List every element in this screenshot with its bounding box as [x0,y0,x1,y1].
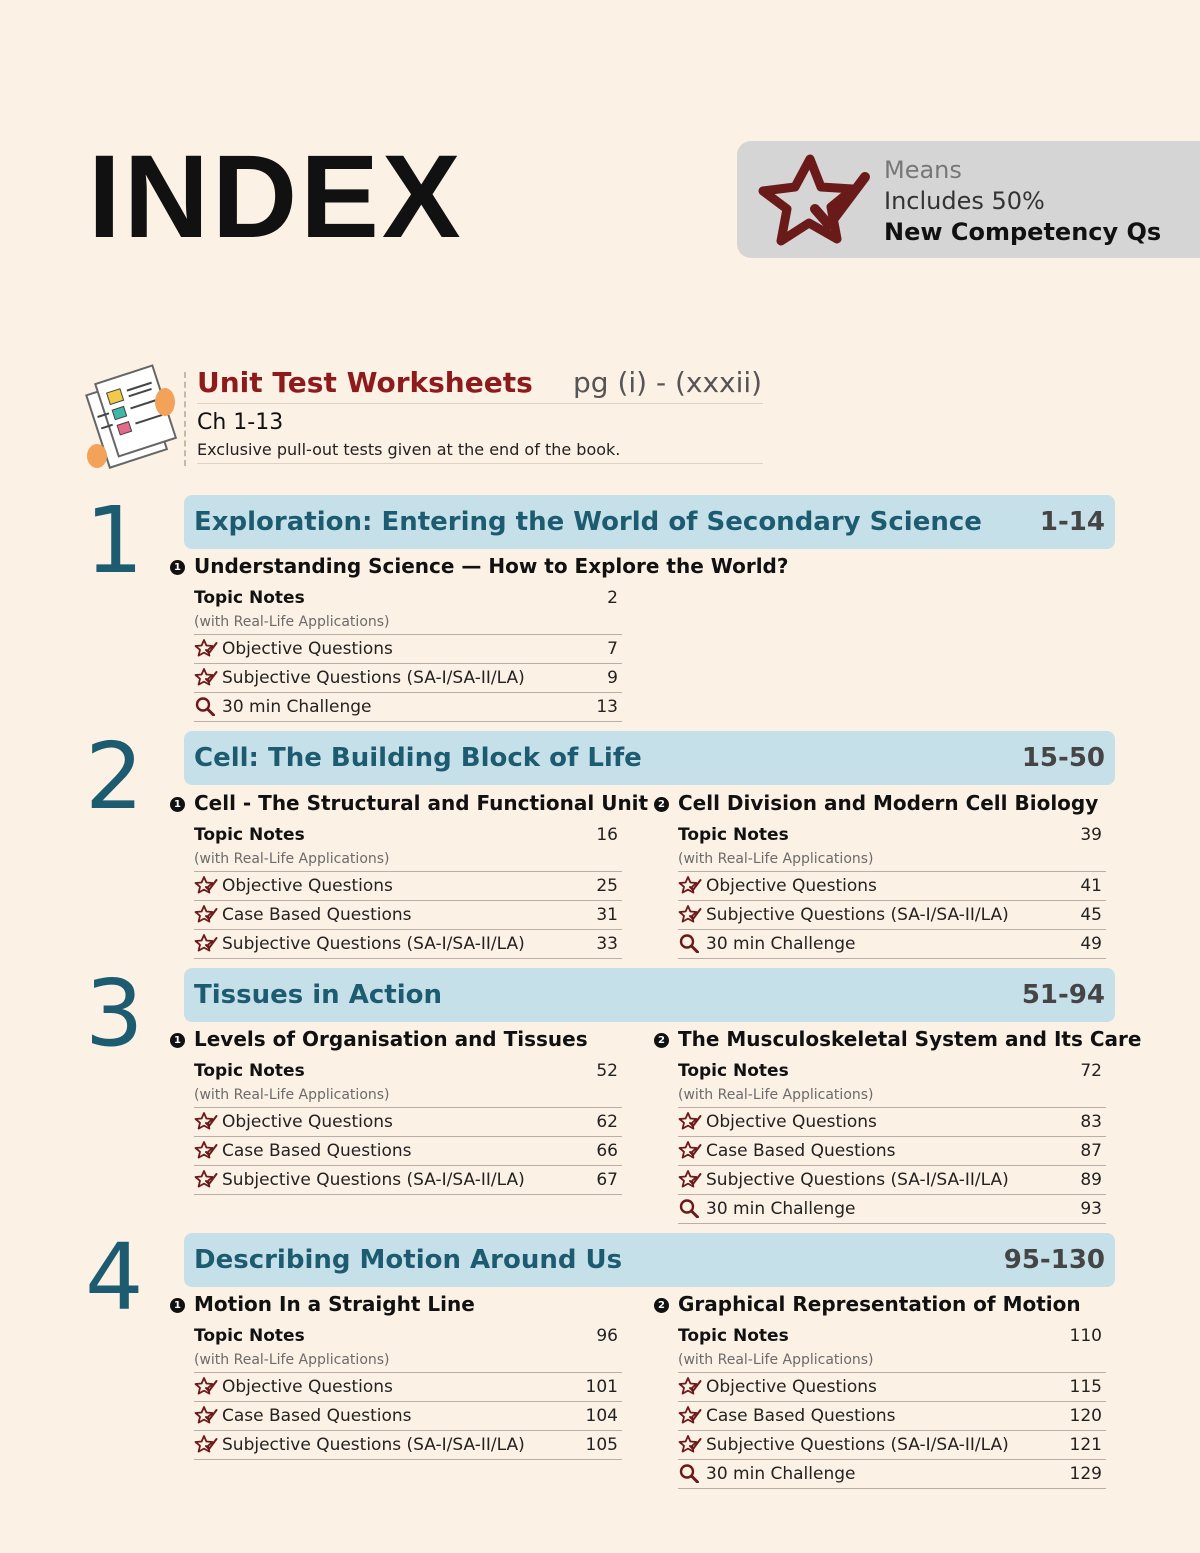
star-check-icon [194,1376,218,1400]
index-row[interactable] [678,1373,1106,1402]
page-number: 129 [1069,1464,1102,1484]
topic-notes-row[interactable] [678,1322,1106,1350]
topic-notes-subtitle-row [678,1350,1106,1373]
page-number: 31 [596,905,618,925]
star-check-icon [678,1111,702,1135]
index-row-label: Subjective Questions (SA-I/SA-II/LA) [222,1435,525,1455]
divider [197,463,763,464]
index-row[interactable] [194,1108,622,1137]
topic-notes-subtitle-row [194,1350,622,1373]
topic-title: Cell Division and Modern Cell Biology [678,791,1099,815]
legend-box [737,141,1200,258]
topic-block [174,554,789,722]
index-row[interactable] [194,693,622,722]
index-row-label: Case Based Questions [222,1141,412,1161]
topic-notes-row[interactable] [194,821,622,849]
star-check-icon [678,1405,702,1429]
star-check-icon [194,1434,218,1458]
index-row[interactable] [678,1402,1106,1431]
topic-notes-subtitle: (with Real-Life Applications) [194,851,390,867]
index-row-label: 30 min Challenge [706,1199,856,1219]
magnifier-icon [678,933,702,957]
legend-line-3: New Competency Qs [884,218,1162,246]
index-row[interactable] [678,1195,1106,1224]
index-row-label: 30 min Challenge [222,697,372,717]
star-check-icon [194,667,218,691]
topic-number-badge: 1 [170,797,185,812]
page-number: 93 [1080,1199,1102,1219]
index-row-label: Objective Questions [222,876,393,896]
index-row[interactable] [194,1402,622,1431]
legend-line-2: Includes 50% [884,187,1045,215]
index-row-label: Objective Questions [706,876,877,896]
star-check-icon [194,933,218,957]
page-number: 39 [1080,825,1102,845]
page-number: 41 [1080,876,1102,896]
chapter-number: 3 [85,960,144,1067]
topic-title: Graphical Representation of Motion [678,1292,1081,1316]
topic-notes-subtitle: (with Real-Life Applications) [678,1087,874,1103]
index-row[interactable] [678,1108,1106,1137]
topic-notes-label: Topic Notes [194,1326,305,1346]
worksheets-description: Exclusive pull-out tests given at the end of the book. [197,440,621,459]
chapter-pages: 15-50 [1021,743,1105,773]
chapter-number: 2 [85,723,144,830]
magnifier-icon [678,1198,702,1222]
topic-notes-row[interactable] [194,1057,622,1085]
topic-block [658,1027,1142,1224]
index-row[interactable] [194,664,622,693]
topic-number-badge: 1 [170,1298,185,1313]
index-row[interactable] [194,930,622,959]
index-row-label: Subjective Questions (SA-I/SA-II/LA) [706,1435,1009,1455]
topic-notes-subtitle: (with Real-Life Applications) [678,851,874,867]
page-number: 121 [1069,1435,1102,1455]
index-row-label: Case Based Questions [222,1406,412,1426]
index-row[interactable] [678,1460,1106,1489]
index-row[interactable] [678,901,1106,930]
star-check-icon [194,1169,218,1193]
index-row-label: Case Based Questions [706,1406,896,1426]
index-row[interactable] [678,1431,1106,1460]
worksheet-divider [184,372,186,466]
index-row[interactable] [678,872,1106,901]
topic-notes-row[interactable] [194,1322,622,1350]
index-row-label: Subjective Questions (SA-I/SA-II/LA) [222,668,525,688]
star-check-icon [194,1405,218,1429]
index-row-label: Objective Questions [706,1112,877,1132]
star-check-icon [194,904,218,928]
chapter-header[interactable] [184,968,1115,1022]
page-number: 115 [1069,1377,1102,1397]
topic-notes-subtitle: (with Real-Life Applications) [194,614,390,630]
worksheet-illustration-icon [85,362,181,470]
topic-block [174,791,649,959]
chapter-pages: 95-130 [1003,1245,1105,1275]
chapter-header[interactable] [184,1233,1115,1287]
topic-header[interactable] [174,1027,622,1057]
topic-notes-label: Topic Notes [678,825,789,845]
magnifier-icon [678,1463,702,1487]
index-row[interactable] [678,1166,1106,1195]
page-number: 25 [596,876,618,896]
topic-notes-label: Topic Notes [194,1061,305,1081]
chapter-number: 4 [85,1224,144,1331]
page-number: 9 [607,668,618,688]
topic-header[interactable] [658,1292,1106,1322]
topic-title: Understanding Science — How to Explore the World? [194,554,789,578]
topic-notes-row[interactable] [194,584,622,612]
topic-notes-label: Topic Notes [678,1061,789,1081]
worksheets-pages: pg (i) - (xxxii) [573,366,763,399]
topic-number-badge: 2 [654,1033,669,1048]
legend-line-1: Means [884,156,962,184]
star-check-icon [755,151,875,251]
topic-notes-row[interactable] [678,1057,1106,1085]
topic-notes-row[interactable] [678,821,1106,849]
chapter-pages: 51-94 [1021,980,1105,1010]
topic-block [174,1292,622,1460]
chapter-title: Cell: The Building Block of Life [194,743,642,773]
topic-number-badge: 2 [654,797,669,812]
index-row-label: Subjective Questions (SA-I/SA-II/LA) [706,905,1009,925]
star-check-icon [678,1376,702,1400]
topic-notes-subtitle: (with Real-Life Applications) [194,1087,390,1103]
topic-notes-subtitle-row [194,612,622,635]
topic-notes-label: Topic Notes [194,588,305,608]
topic-block [174,1027,622,1195]
topic-number-badge: 1 [170,1033,185,1048]
magnifier-icon [194,696,218,720]
page-number: 66 [596,1141,618,1161]
index-row[interactable] [194,1431,622,1460]
page-number: 33 [596,934,618,954]
index-row-label: Objective Questions [222,639,393,659]
page-number: 16 [596,825,618,845]
topic-block [658,791,1106,959]
page-number: 104 [585,1406,618,1426]
page-number: 67 [596,1170,618,1190]
topic-title: The Musculoskeletal System and Its Care [678,1027,1142,1051]
star-check-icon [678,1169,702,1193]
page-number: 13 [596,697,618,717]
topic-header[interactable] [174,554,789,584]
index-row-label: Subjective Questions (SA-I/SA-II/LA) [222,934,525,954]
page-number: 101 [585,1377,618,1397]
topic-notes-subtitle-row [678,849,1106,872]
topic-notes-label: Topic Notes [678,1326,789,1346]
page-title: INDEX [88,131,464,263]
index-row[interactable] [194,1373,622,1402]
index-row[interactable] [678,930,1106,959]
topic-number-badge: 1 [170,560,185,575]
topic-title: Levels of Organisation and Tissues [194,1027,588,1051]
index-row-label: Objective Questions [706,1377,877,1397]
topic-header[interactable] [658,1027,1142,1057]
chapter-header[interactable] [184,731,1115,785]
topic-header[interactable] [174,791,649,821]
index-row[interactable] [194,1137,622,1166]
chapter-title: Exploration: Entering the World of Secondary Science [194,507,982,537]
topic-notes-subtitle-row [678,1085,1106,1108]
page-number: 83 [1080,1112,1102,1132]
topic-notes-label: Topic Notes [194,825,305,845]
index-row-label: Case Based Questions [222,905,412,925]
index-row-label: Subjective Questions (SA-I/SA-II/LA) [706,1170,1009,1190]
topic-notes-subtitle-row [194,1085,622,1108]
page-number: 7 [607,639,618,659]
page-number: 120 [1069,1406,1102,1426]
star-check-icon [194,1140,218,1164]
page-number: 105 [585,1435,618,1455]
topic-header[interactable] [174,1292,622,1322]
topic-notes-subtitle: (with Real-Life Applications) [678,1352,874,1368]
chapter-title: Describing Motion Around Us [194,1245,623,1275]
worksheets-chapters: Ch 1-13 [197,410,284,435]
topic-block [658,1292,1106,1489]
topic-title: Motion In a Straight Line [194,1292,475,1316]
index-row[interactable] [194,1166,622,1195]
chapter-number: 1 [85,487,144,594]
star-check-icon [194,875,218,899]
chapter-pages: 1-14 [1039,507,1105,537]
divider [197,403,763,404]
star-check-icon [678,904,702,928]
star-check-icon [678,1140,702,1164]
page-number: 52 [596,1061,618,1081]
page-number: 2 [607,588,618,608]
page-number: 62 [596,1112,618,1132]
index-row-label: Case Based Questions [706,1141,896,1161]
index-row-label: Objective Questions [222,1112,393,1132]
topic-notes-subtitle: (with Real-Life Applications) [194,1352,390,1368]
index-row-label: Objective Questions [222,1377,393,1397]
index-row[interactable] [194,635,622,664]
topic-title: Cell - The Structural and Functional Unit [194,791,649,815]
index-row-label: Subjective Questions (SA-I/SA-II/LA) [222,1170,525,1190]
star-check-icon [194,1111,218,1135]
page-number: 89 [1080,1170,1102,1190]
worksheets-title: Unit Test Worksheets [197,366,533,399]
page-number: 45 [1080,905,1102,925]
page-number: 110 [1069,1326,1102,1346]
index-row[interactable] [194,901,622,930]
chapter-title: Tissues in Action [194,980,442,1010]
page-number: 87 [1080,1141,1102,1161]
topic-header[interactable] [658,791,1106,821]
star-check-icon [678,875,702,899]
page-number: 49 [1080,934,1102,954]
page-number: 72 [1080,1061,1102,1081]
index-row-label: 30 min Challenge [706,1464,856,1484]
index-row-label: 30 min Challenge [706,934,856,954]
index-row[interactable] [678,1137,1106,1166]
topic-number-badge: 2 [654,1298,669,1313]
star-check-icon [194,638,218,662]
page-number: 96 [596,1326,618,1346]
index-row[interactable] [194,872,622,901]
topic-notes-subtitle-row [194,849,622,872]
star-check-icon [678,1434,702,1458]
chapter-header[interactable] [184,495,1115,549]
